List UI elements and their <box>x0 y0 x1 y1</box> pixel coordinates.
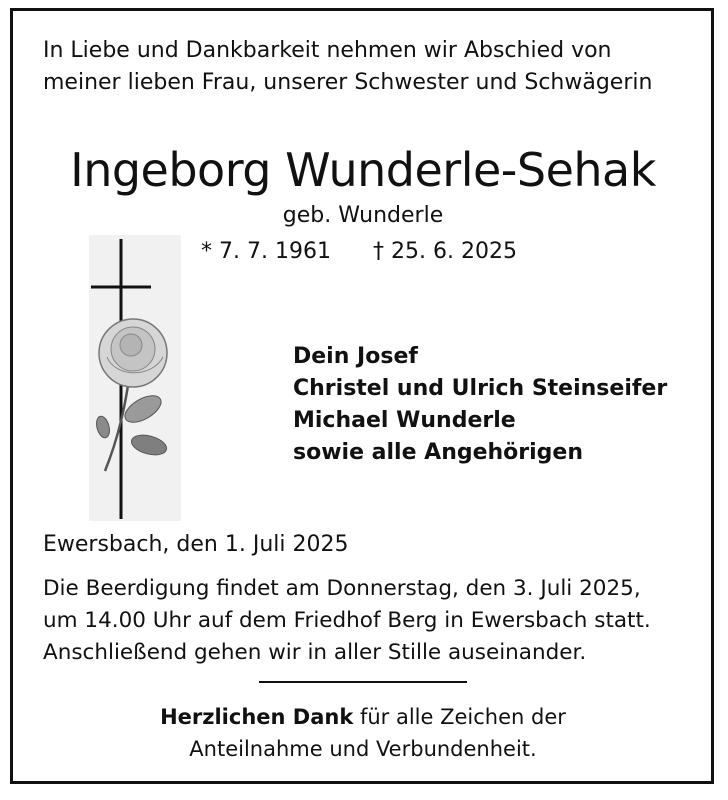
cross-and-rose-image <box>79 231 191 523</box>
mourner-line-3: Michael Wunderle <box>293 408 516 433</box>
funeral-line-1: Die Beerdigung findet am Donnerstag, den 3. Juli 2025, <box>43 576 641 601</box>
intro-line-1: In Liebe und Dankbarkeit nehmen wir Abschied von <box>43 38 612 63</box>
funeral-line-2: um 14.00 Uhr auf dem Friedhof Berg in Ewersbach statt. <box>43 608 651 633</box>
intro-line-2: meiner lieben Frau, unserer Schwester und Schwägerin <box>43 70 653 95</box>
mourner-line-1: Dein Josef <box>293 344 418 369</box>
thanks-bold: Herzlichen Dank <box>160 705 354 729</box>
rose-center <box>120 334 142 356</box>
divider-line <box>259 681 467 683</box>
thanks-line-2: Anteilnahme und Verbundenheit. <box>189 737 537 761</box>
deceased-name: Ingeborg Wunderle-Sehak <box>70 143 656 197</box>
place-date: Ewersbach, den 1. Juli 2025 <box>43 532 349 557</box>
obituary-frame <box>10 8 714 784</box>
funeral-line-3: Anschließend gehen wir in aller Stille auseinander. <box>43 640 587 665</box>
thanks-line-1 <box>13 701 713 733</box>
mourner-line-2: Christel und Ulrich Steinseifer <box>293 376 668 401</box>
mourner-line-4: sowie alle Angehörigen <box>293 440 584 465</box>
birth-date: * 7. 7. 1961 <box>201 239 331 264</box>
thanks-rest: für alle Zeichen der <box>353 705 566 729</box>
birth-name: geb. Wunderle <box>282 203 444 228</box>
death-date: † 25. 6. 2025 <box>373 239 517 264</box>
